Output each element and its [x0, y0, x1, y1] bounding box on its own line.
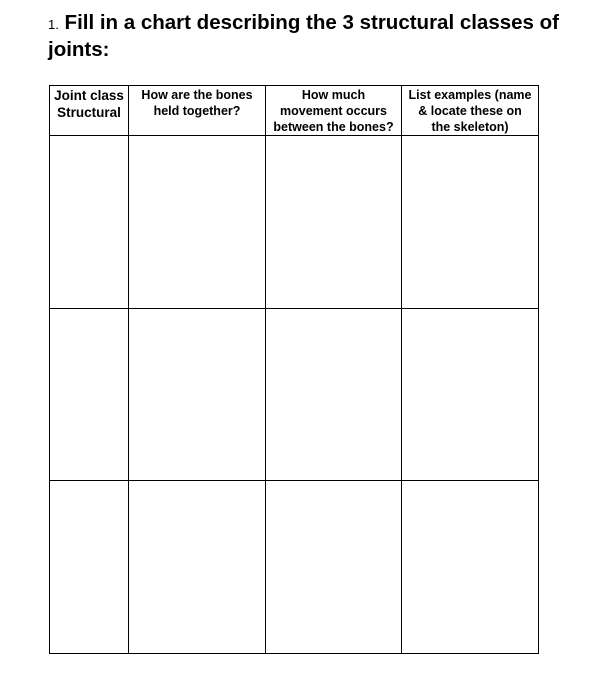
answer-cell[interactable] [129, 481, 266, 654]
answer-cell[interactable] [402, 481, 539, 654]
header-line: movement occurs [280, 104, 387, 118]
table-row [50, 136, 539, 309]
header-line: How much [301, 88, 366, 102]
table-row [50, 308, 539, 481]
header-line: Structural [57, 105, 121, 120]
question-number: 1. [48, 17, 59, 32]
header-row [50, 86, 539, 136]
header-line: the skeleton) [431, 120, 509, 134]
header-line: between the bones? [273, 120, 394, 134]
header-examples [402, 86, 539, 136]
header-movement [266, 86, 402, 136]
header-line: How are the bones [141, 88, 253, 102]
table-row [50, 481, 539, 654]
question-text: Fill in a chart describing the 3 structural classes of joints: [48, 11, 559, 61]
answer-cell[interactable] [129, 136, 266, 309]
header-line: held together? [153, 104, 241, 118]
answer-cell[interactable] [402, 136, 539, 309]
header-bones-held [129, 86, 266, 136]
answer-cell[interactable] [50, 136, 129, 309]
header-line: List examples (name [408, 88, 532, 102]
header-joint-class [50, 86, 129, 136]
answer-cell[interactable] [266, 481, 402, 654]
question-heading [48, 10, 598, 62]
answer-cell[interactable] [266, 136, 402, 309]
joints-chart [49, 85, 539, 654]
header-line: & locate these on [418, 104, 522, 118]
header-line: Joint class [54, 88, 124, 103]
answer-cell[interactable] [50, 481, 129, 654]
answer-cell[interactable] [402, 308, 539, 481]
answer-cell[interactable] [129, 308, 266, 481]
answer-cell[interactable] [266, 308, 402, 481]
answer-cell[interactable] [50, 308, 129, 481]
